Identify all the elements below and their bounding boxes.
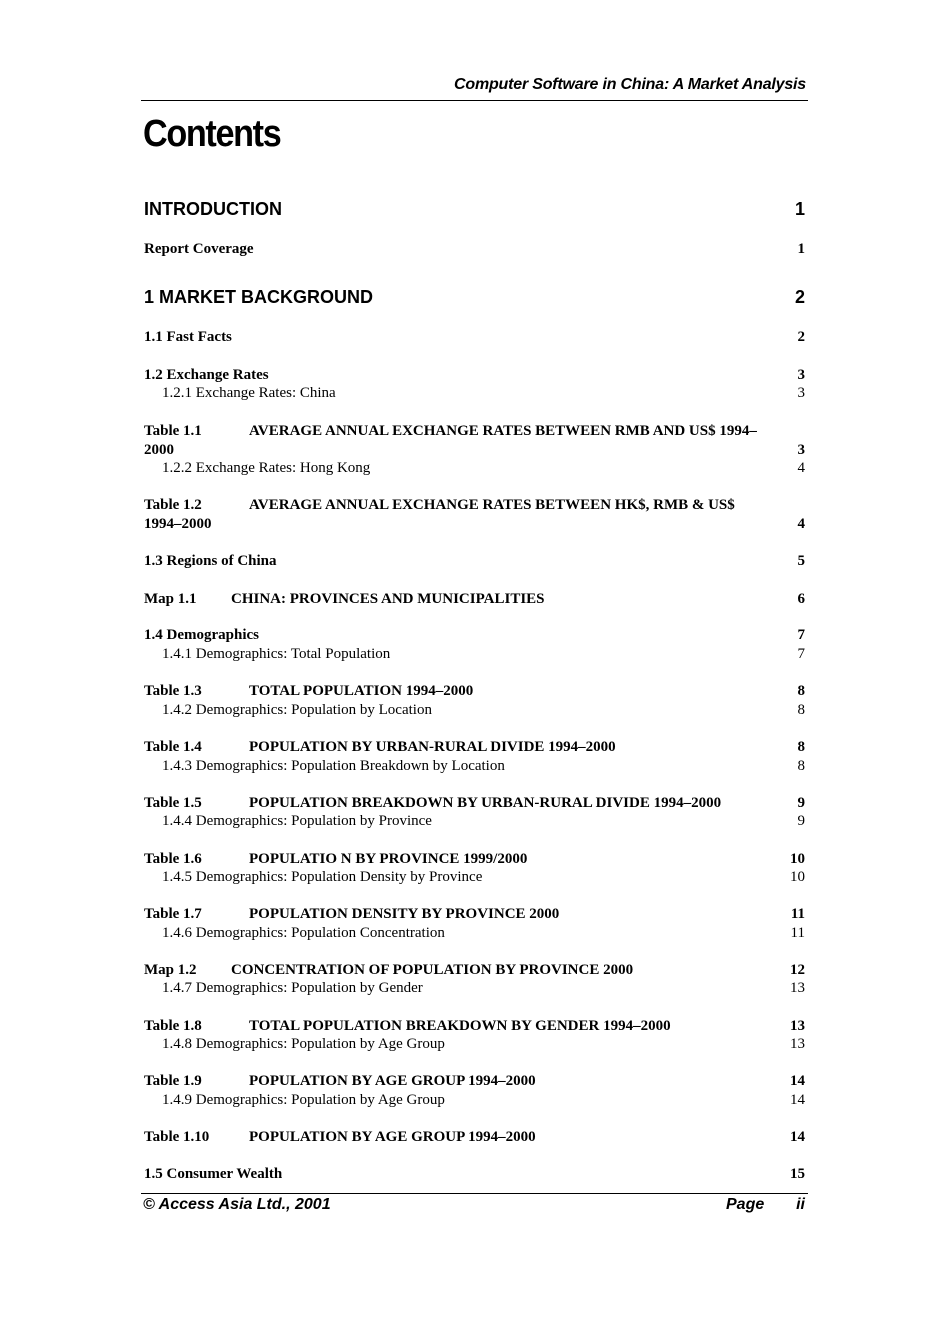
page-title: Contents: [143, 113, 281, 155]
toc-entry-1-4-3[interactable]: [144, 758, 805, 777]
toc-title: 1.4.2 Demographics: Population by Location: [162, 702, 432, 718]
toc-entry-1-4-9[interactable]: [144, 1092, 805, 1111]
caption-title: TOTAL POPULATION 1994–2000: [249, 683, 474, 699]
toc-entry-1-4[interactable]: [144, 627, 805, 646]
toc-page-number: 3: [797, 367, 805, 383]
copyright-notice: © Access Asia Ltd., 2001: [143, 1196, 331, 1213]
caption-label: Map 1.2: [144, 962, 197, 978]
toc-title: 1.4.8 Demographics: Population by Age Group: [162, 1036, 445, 1052]
toc-title: 1.3 Regions of China: [144, 553, 277, 569]
header-rule: [141, 100, 808, 101]
toc-entry-1-4-6[interactable]: [144, 925, 805, 944]
toc-page-number: 9: [797, 795, 805, 811]
toc-title: Report Coverage: [144, 241, 254, 257]
toc-page-number: 14: [790, 1129, 805, 1145]
toc-page-number: 11: [790, 925, 805, 941]
toc-page-number: 13: [790, 1018, 805, 1034]
toc-page-number: 10: [790, 869, 805, 885]
toc-entry-table-1-7[interactable]: [144, 906, 805, 925]
toc-page-number: 12: [790, 962, 805, 978]
toc-entry-1-1[interactable]: [144, 329, 805, 348]
toc-page-number: 10: [790, 851, 805, 867]
caption-label: Table 1.10: [144, 1129, 210, 1145]
toc-entry-table-1-6[interactable]: [144, 851, 805, 870]
footer-rule: [141, 1193, 808, 1194]
toc-title: 1.4 Demographics: [144, 627, 259, 643]
toc-title: 1.5 Consumer Wealth: [144, 1166, 283, 1182]
toc-entry-table-1-8[interactable]: [144, 1018, 805, 1037]
toc-entry-1-2-1[interactable]: [144, 385, 805, 404]
caption-title: TOTAL POPULATION BREAKDOWN BY GENDER 1994–2000: [249, 1018, 671, 1034]
toc-title: 1.4.6 Demographics: Population Concentration: [162, 925, 445, 941]
toc-entry-introduction[interactable]: [144, 199, 805, 223]
toc-page-number: 15: [790, 1166, 805, 1182]
caption-label: Map 1.1: [144, 591, 197, 607]
toc-page-number: 13: [790, 980, 805, 996]
toc-title: 1.4.7 Demographics: Population by Gender: [162, 980, 423, 996]
toc-entry-1-3[interactable]: [144, 553, 805, 572]
toc-entry-1-4-7[interactable]: [144, 980, 805, 999]
toc-page-number: 8: [797, 739, 805, 755]
toc-entry-table-1-9[interactable]: [144, 1073, 805, 1092]
toc-title: 1.2 Exchange Rates: [144, 367, 269, 383]
toc-entry-1-2-2[interactable]: [144, 460, 805, 479]
caption-title: POPULATION BY AGE GROUP 1994–2000: [249, 1073, 536, 1089]
caption-title: POPULATION BY URBAN-RURAL DIVIDE 1994–2000: [249, 739, 616, 755]
page-label: Page: [726, 1196, 765, 1213]
toc-page-number: 4: [797, 460, 805, 476]
toc-entry-1-4-2[interactable]: [144, 702, 805, 721]
toc-page-number: 14: [790, 1092, 805, 1108]
toc-page-number: 8: [797, 702, 805, 718]
caption-title: POPULATION DENSITY BY PROVINCE 2000: [249, 906, 560, 922]
toc-page-number: 6: [797, 591, 805, 607]
caption-label: Table 1.4: [144, 739, 202, 755]
caption-title: AVERAGE ANNUAL EXCHANGE RATES BETWEEN RMB AND US$ 1994–: [249, 423, 757, 439]
toc-title: 1.4.4 Demographics: Population by Province: [162, 813, 432, 829]
toc-page-number: 7: [797, 646, 805, 662]
caption-label: Table 1.8: [144, 1018, 202, 1034]
toc-title: 1.4.5 Demographics: Population Density by Province: [162, 869, 483, 885]
caption-label: Table 1.5: [144, 795, 202, 811]
toc-entry-1-4-8[interactable]: [144, 1036, 805, 1055]
toc-page-number: 8: [797, 683, 805, 699]
toc-title: 1.1 Fast Facts: [144, 329, 232, 345]
toc-page-number: 11: [790, 906, 805, 922]
toc-page-number: 8: [797, 758, 805, 774]
toc-page-number: 9: [797, 813, 805, 829]
toc-page-number: 7: [797, 627, 805, 643]
caption-title-continued: 1994–2000: [144, 516, 212, 532]
caption-title: POPULATIO N BY PROVINCE 1999/2000: [249, 851, 528, 867]
page-footer: [143, 1196, 805, 1218]
toc-entry-1-2[interactable]: [144, 367, 805, 386]
caption-title: POPULATION BY AGE GROUP 1994–2000: [249, 1129, 536, 1145]
toc-entry-table-1-10[interactable]: [144, 1129, 805, 1148]
toc-page-number: 3: [797, 385, 805, 401]
toc-title: 1.4.1 Demographics: Total Population: [162, 646, 391, 662]
toc-title: 1.2.1 Exchange Rates: China: [162, 385, 336, 401]
toc-entry-1-4-4[interactable]: [144, 813, 805, 832]
caption-label: Table 1.7: [144, 906, 202, 922]
toc-entry-chapter-1[interactable]: [144, 287, 805, 311]
toc-title: 1.2.2 Exchange Rates: Hong Kong: [162, 460, 371, 476]
toc-entry-table-1-2[interactable]: [144, 497, 805, 534]
caption-label: Table 1.3: [144, 683, 202, 699]
caption-title-continued: 2000: [144, 442, 174, 458]
toc-entry-1-5[interactable]: [144, 1166, 805, 1185]
caption-title: CHINA: PROVINCES AND MUNICIPALITIES: [231, 591, 545, 607]
toc-title: INTRODUCTION: [144, 199, 282, 219]
toc-entry-1-4-5[interactable]: [144, 869, 805, 888]
toc-entry-table-1-1[interactable]: [144, 423, 805, 460]
toc-entry-map-1-1[interactable]: [144, 591, 805, 610]
toc-title: 1 MARKET BACKGROUND: [144, 287, 373, 307]
toc-entry-table-1-3[interactable]: [144, 683, 805, 702]
toc-entry-table-1-4[interactable]: [144, 739, 805, 758]
toc-title: 1.4.3 Demographics: Population Breakdown by Location: [162, 758, 505, 774]
toc-title: 1.4.9 Demographics: Population by Age Group: [162, 1092, 445, 1108]
toc-entry-map-1-2[interactable]: [144, 962, 805, 981]
caption-title: CONCENTRATION OF POPULATION BY PROVINCE 2000: [231, 962, 634, 978]
toc-page-number: 1: [794, 199, 805, 219]
toc-entry-1-4-1[interactable]: [144, 646, 805, 665]
toc-page-number: 5: [797, 553, 805, 569]
caption-label: Table 1.1: [144, 423, 202, 439]
toc-entry-report-coverage[interactable]: [144, 241, 805, 260]
caption-label: Table 1.9: [144, 1073, 202, 1089]
toc-page-number: 13: [790, 1036, 805, 1052]
toc-page-number: 2: [797, 329, 805, 345]
caption-title: POPULATION BREAKDOWN BY URBAN-RURAL DIVIDE 1994–2000: [249, 795, 722, 811]
toc-page-number: 1: [797, 241, 805, 257]
toc-page-number: 2: [794, 287, 805, 307]
running-header: Computer Software in China: A Market Analysis: [454, 76, 806, 93]
page-number: ii: [796, 1196, 805, 1213]
toc-page-number: 14: [790, 1073, 805, 1089]
toc-page-number: 4: [797, 516, 805, 532]
toc-page-number: 3: [797, 442, 805, 458]
toc-entry-table-1-5[interactable]: [144, 795, 805, 814]
caption-title: AVERAGE ANNUAL EXCHANGE RATES BETWEEN HK$, RMB & US$: [249, 497, 735, 513]
caption-label: Table 1.2: [144, 497, 202, 513]
caption-label: Table 1.6: [144, 851, 202, 867]
